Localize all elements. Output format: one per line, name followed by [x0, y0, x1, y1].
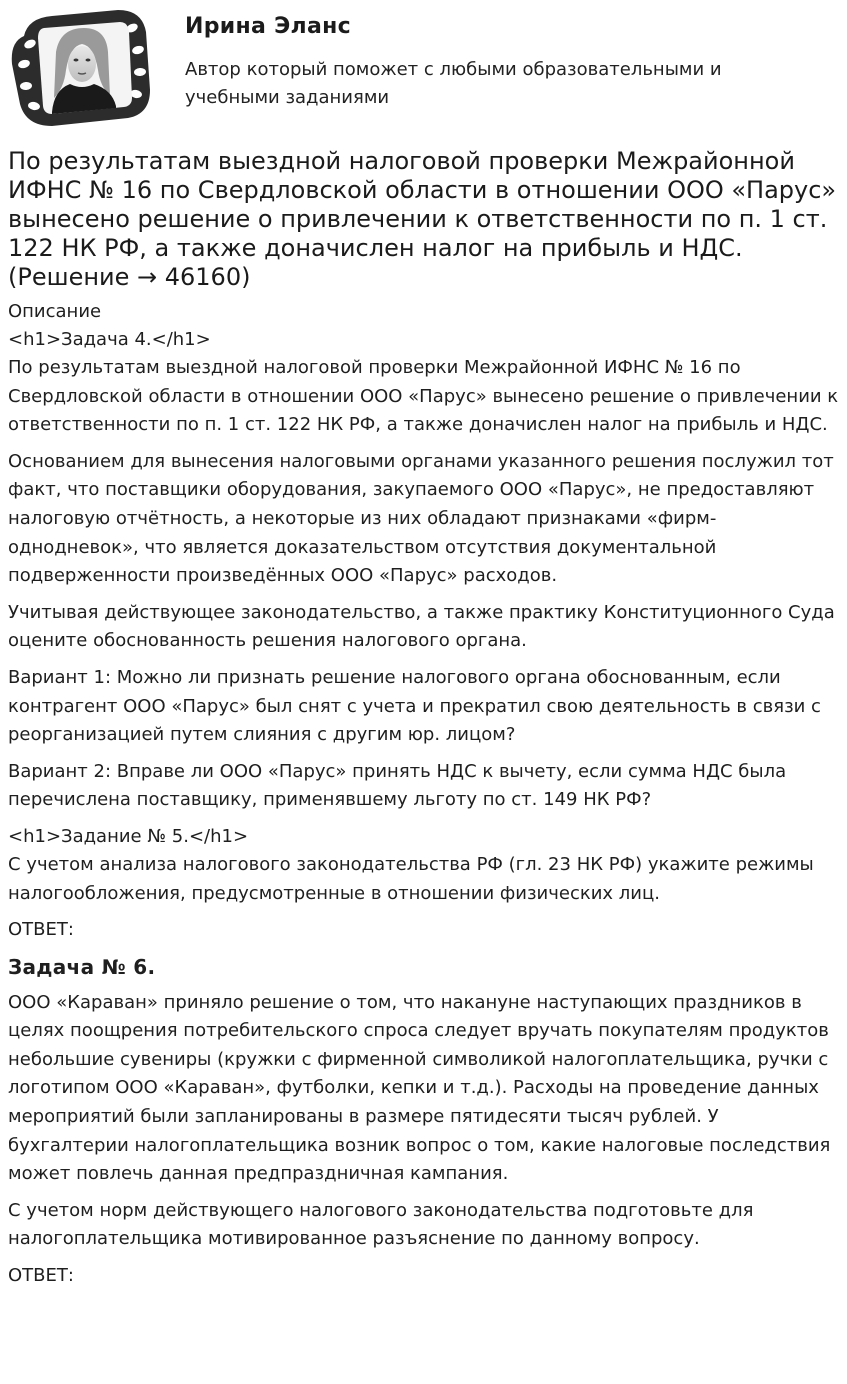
task4-variant-2: Вариант 2: Вправе ли ООО «Парус» принять НДС к вычету, если сумма НДС была перечислена поставщику, применявшему льготу по ст. 149 НК РФ?: [8, 760, 787, 811]
task4-heading: <h1>Задача 4.</h1>: [8, 329, 211, 350]
task6-paragraph-2: С учетом норм действующего налогового законодательства подготовьте для налогоплательщика мотивированное разъяснение по данному вопросу.: [8, 1199, 754, 1250]
task6-heading: Задача № 6.: [8, 954, 156, 979]
task5-heading: <h1>Задание № 5.</h1>: [8, 825, 249, 847]
task4-paragraph-2: Основанием для вынесения налоговыми органами указанного решения послужил тот факт, что поставщики оборудования, закупаемого ООО «Парус», не предоставляют налоговую отчётность, а некоторые из них обладают признаками «фирм-однодневок», что является доказательством отсутствия документальной подверженности произведённых ООО «Парус» расходов.: [8, 450, 834, 587]
task6-paragraph-1: ООО «Караван» приняло решение о том, что накануне наступающих праздников в целях поощрения потребительского спроса следует вручать покупателям продуктов небольшие сувениры (кружки с фирменной символикой налогоплательщика, ручки с логотипом ООО «Караван», футболки, кепки и т.д.). Расходы на проведение данных мероприятий были запланированы в размере пятидесяти тысяч рублей. У бухгалтерии налогоплательщика возник вопрос о том, какие налоговые последствия может повлечь данная предпраздничная кампания.: [8, 991, 831, 1185]
task4-paragraph-3: Учитывая действующее законодательство, а также практику Конституционного Суда оцените обоснованность решения налогового органа.: [8, 601, 835, 652]
film-frame-avatar-icon[interactable]: [8, 6, 154, 128]
task6-answer-label: ОТВЕТ:: [8, 1265, 74, 1287]
task5-answer-label: ОТВЕТ:: [8, 919, 74, 941]
task4-variant-1: Вариант 1: Можно ли признать решение налогового органа обоснованным, если контрагент ООО «Парус» был снят с учета и прекратил свою деятельность в связи с реорганизацией путем слияния с другим юр. лицом?: [8, 666, 821, 746]
page-title: По результатам выездной налоговой проверки Межрайонной ИФНС № 16 по Свердловской области в отношении ООО «Парус» вынесено решение о привлечении к ответственности по п. 1 ст. 122 НК РФ, а также доначислен налог на прибыль и НДС. (Решение → 46160): [8, 147, 837, 291]
task5-paragraph: С учетом анализа налогового законодательства РФ (гл. 23 НК РФ) укажите режимы налогообложения, предусмотренные в отношении физических лиц.: [8, 853, 814, 904]
author-name[interactable]: Ирина Эланс: [185, 14, 351, 39]
author-bio: Автор который поможет с любыми образовательными и учебными заданиями: [185, 59, 722, 108]
task4-paragraph-1: По результатам выездной налоговой проверки Межрайонной ИФНС № 16 по Свердловской области в отношении ООО «Парус» вынесено решение о привлечении к ответственности по п. 1 ст. 122 НК РФ, а также доначислен налог на прибыль и НДС.: [8, 357, 839, 436]
author-card: [8, 6, 838, 131]
description-label: Описание: [8, 301, 102, 322]
main-content: [8, 147, 840, 1299]
